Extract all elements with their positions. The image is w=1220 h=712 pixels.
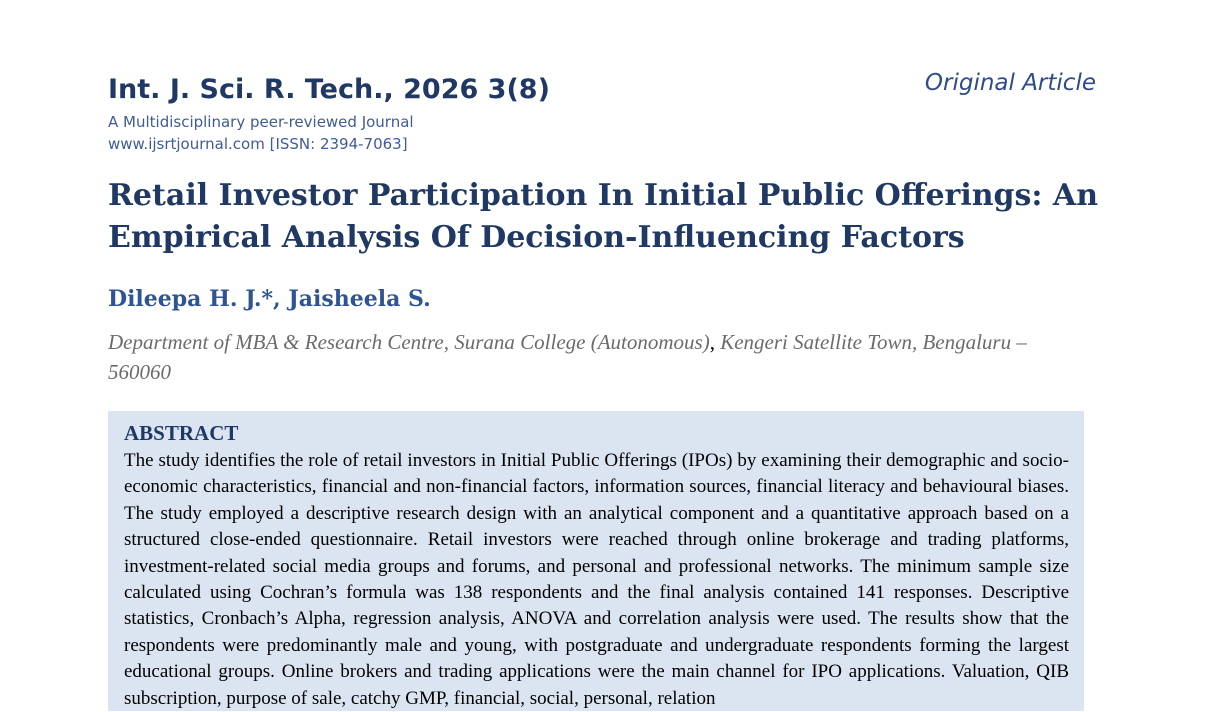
affiliation-department: Department of MBA & Research Centre, Surana College (Autonomous) — [108, 330, 710, 354]
abstract-heading: ABSTRACT — [124, 421, 239, 445]
affiliation-comma: , — [709, 330, 715, 354]
affiliation-location: Kengeri Satellite Town, Bengaluru – 560060 — [108, 330, 1027, 384]
affiliation — [108, 327, 1088, 387]
abstract-box — [108, 411, 1084, 711]
journal-website-issn: www.ijsrtjournal.com [ISSN: 2394-7063] — [108, 135, 408, 153]
journal-subtitle: A Multidisciplinary peer-reviewed Journal — [108, 113, 414, 131]
journal-title: Int. J. Sci. R. Tech., 2026 3(8) — [108, 74, 550, 105]
author-list: Dileepa H. J.*, Jaisheela S. — [108, 286, 431, 312]
paper-title: Retail Investor Participation In Initial Public Offerings: An Empirical Analysis Of Decision-Influencing Factors — [108, 178, 1099, 255]
article-type-label: Original Article — [924, 70, 1096, 96]
abstract-body: The study identifies the role of retail investors in Initial Public Offerings (IPOs) by examining their demographic and socio-economic characteristics, financial and non-financial factors, information sources, financial literacy and behavioural biases. The study employed a descriptive research design with an analytical component and a quantitative approach based on a structured close-ended questionnaire. Retail investors were reached through online brokerage and trading platforms, investment-related social media groups and forums, and personal and professional networks. The minimum sample size calculated using Cochran’s formula was 138 respondents and the final analysis contained 141 responses. Descriptive statistics, Cronbach’s Alpha, regression analysis, ANOVA and correlation analysis were used. The results show that the respondents were predominantly male and young, with postgraduate and undergraduate respondents forming the largest educational groups. Online brokers and trading applications were the main channel for IPO applications. Valuation, QIB subscription, purpose of sale, catchy GMP, financial, social, personal, relation — [124, 450, 1069, 709]
